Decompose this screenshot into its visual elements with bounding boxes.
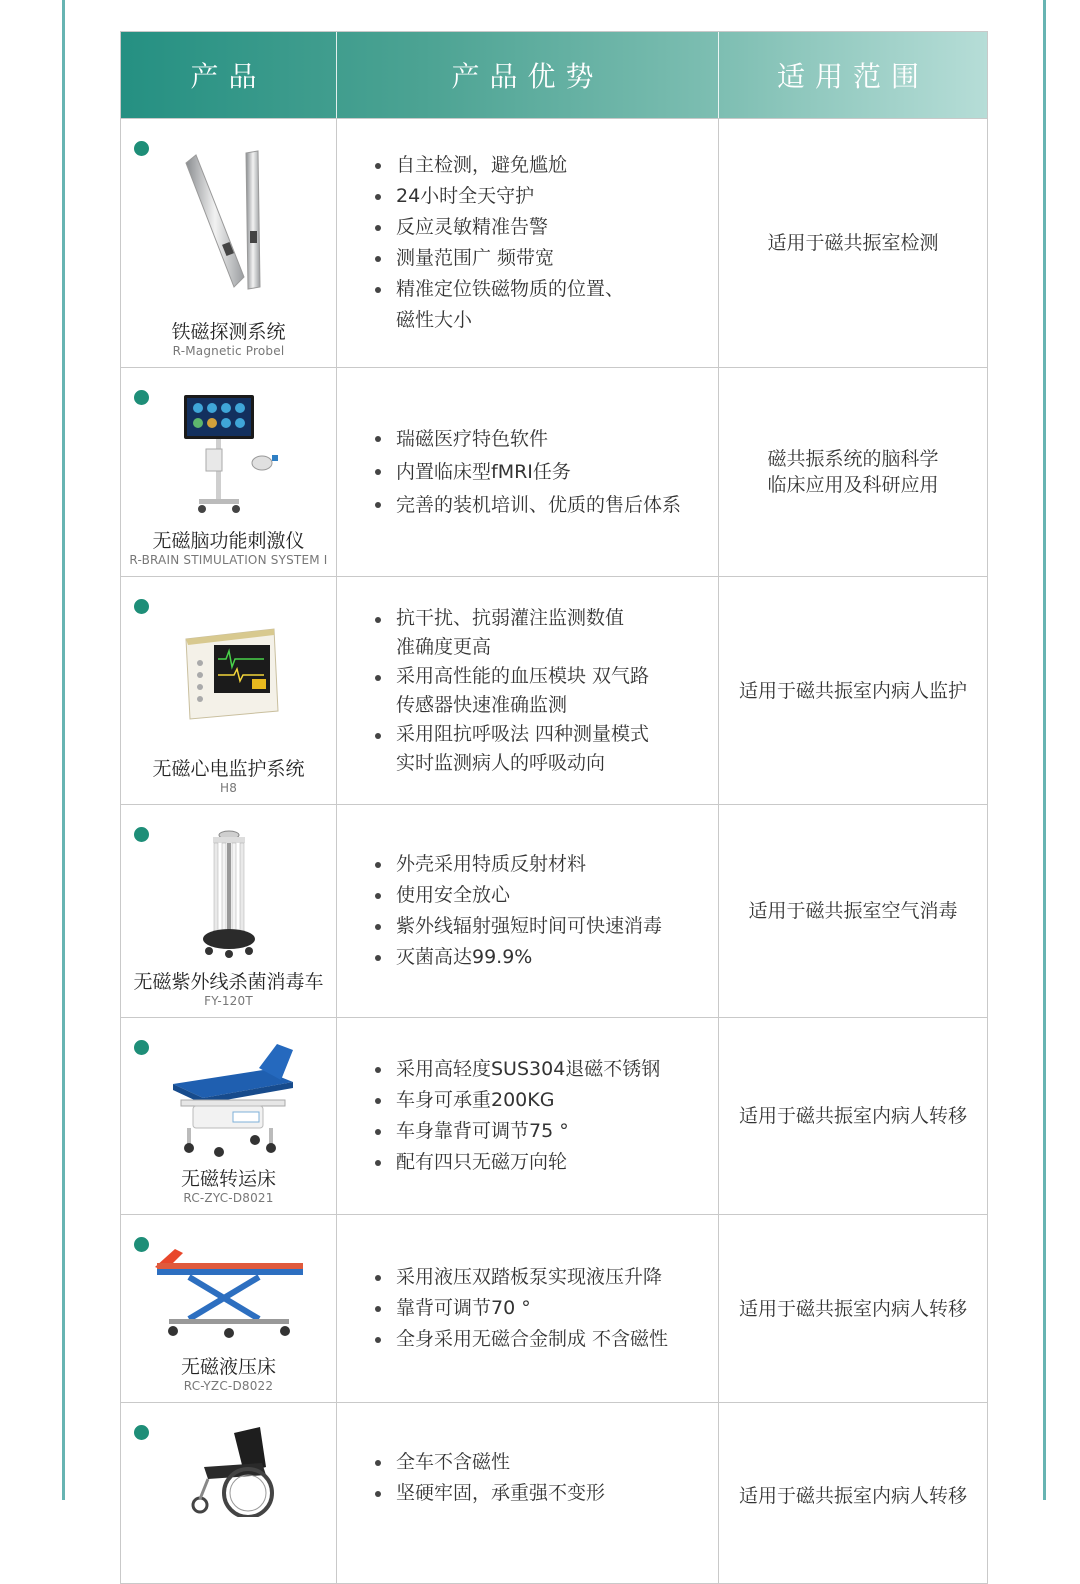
table-row [121, 118, 987, 367]
benefit-item: 全车不含磁性 [373, 1447, 605, 1478]
product-cell [121, 577, 337, 804]
benefit-item: 采用高性能的血压模块 双气路 传感器快速准确监测 [373, 662, 649, 720]
ecg-monitor-image [121, 577, 336, 757]
benefit-item: 反应灵敏精准告警 [373, 212, 624, 243]
bullet-dot [134, 599, 149, 614]
product-code: FY-120T [204, 994, 253, 1008]
table-row [121, 1017, 987, 1214]
scope-cell: 适用于磁共振室内病人转移 [738, 1105, 967, 1127]
benefit-item: 车身靠背可调节75 ° [373, 1116, 660, 1147]
benefit-item: 内置临床型fMRI任务 [373, 456, 681, 489]
frame-line-left [62, 0, 65, 1500]
bullet-dot [134, 390, 149, 405]
product-code: RC-ZYC-D8021 [183, 1191, 274, 1205]
bullet-dot [134, 1425, 149, 1440]
table-row [121, 576, 987, 804]
benefits-cell [337, 805, 719, 1017]
header-advantages: 产品优势 [337, 32, 719, 118]
benefit-item: 测量范围广 频带宽 [373, 243, 624, 274]
benefits-cell [337, 1215, 719, 1402]
benefit-item: 瑞磁医疗特色软件 [373, 423, 681, 456]
scope-cell: 适用于磁共振室空气消毒 [748, 900, 958, 922]
transfer-bed-image [121, 1018, 336, 1167]
frame-line-right [1043, 0, 1046, 1500]
benefits-cell [337, 577, 719, 804]
product-table [120, 31, 988, 1584]
benefit-item: 精准定位铁磁物质的位置、 磁性大小 [373, 274, 624, 336]
product-cell [121, 368, 337, 576]
benefit-item: 配有四只无磁万向轮 [373, 1147, 660, 1178]
benefit-item: 全身采用无磁合金制成 不含磁性 [373, 1324, 668, 1355]
bullet-dot [134, 1040, 149, 1055]
product-code: H8 [219, 781, 238, 795]
benefits-cell [337, 368, 719, 576]
table-row [121, 1214, 987, 1402]
table-row [121, 367, 987, 576]
magnetic-detector-image [121, 119, 336, 320]
table-row [121, 804, 987, 1017]
product-name: 无磁液压床 [180, 1356, 276, 1378]
brain-stimulator-image [121, 368, 336, 529]
product-name: 无磁紫外线杀菌消毒车 [133, 971, 324, 993]
product-cell [121, 805, 337, 1017]
benefit-item: 灭菌高达99.9% [373, 942, 662, 973]
benefit-item: 24小时全天守护 [373, 181, 624, 212]
header-scope: 适用范围 [776, 60, 929, 93]
benefit-item: 完善的装机培训、优质的售后体系 [373, 489, 681, 522]
scope-cell: 适用于磁共振室内病人转移 [738, 1485, 967, 1507]
benefit-item: 使用安全放心 [373, 880, 662, 911]
benefit-item: 采用高轻度SUS304退磁不锈钢 [373, 1054, 660, 1085]
benefits-cell [337, 1018, 719, 1214]
product-name: 铁磁探测系统 [171, 321, 286, 343]
product-code: R-Magnetic Probel [172, 344, 285, 358]
header-product: 产品 [121, 32, 337, 118]
benefit-item: 采用阻抗呼吸法 四种测量模式 实时监测病人的呼吸动向 [373, 720, 649, 778]
benefit-item: 坚硬牢固，承重强不变形 [373, 1478, 605, 1509]
product-code: R-BRAIN STIMULATION SYSTEM I [129, 553, 328, 567]
scope-cell: 适用于磁共振室内病人转移 [738, 1297, 967, 1320]
product-cell [121, 1403, 337, 1583]
benefit-item: 紫外线辐射强短时间可快速消毒 [373, 911, 662, 942]
product-cell [121, 1215, 337, 1402]
table-row [121, 1402, 987, 1583]
product-name: 无磁脑功能刺激仪 [152, 530, 305, 552]
bullet-dot [134, 141, 149, 156]
product-name: 无磁转运床 [180, 1168, 276, 1190]
product-code: RC-YZC-D8022 [183, 1379, 274, 1393]
product-name: 无磁心电监护系统 [152, 758, 305, 780]
uv-cart-image [121, 805, 336, 970]
scope-cell: 磁共振系统的脑科学 临床应用及科研应用 [767, 448, 939, 496]
hydraulic-bed-image [121, 1215, 336, 1355]
bullet-dot [134, 1237, 149, 1252]
scope-cell: 适用于磁共振室内病人监护 [738, 679, 967, 702]
benefits-cell [337, 119, 719, 367]
scope-cell: 适用于磁共振室检测 [767, 232, 939, 254]
bullet-dot [134, 827, 149, 842]
product-cell [121, 119, 337, 367]
benefit-item: 外壳采用特质反射材料 [373, 849, 662, 880]
benefit-item: 抗干扰、抗弱灌注监测数值 准确度更高 [373, 604, 649, 662]
benefit-item: 靠背可调节70 ° [373, 1293, 668, 1324]
benefit-item: 采用液压双踏板泵实现液压升降 [373, 1262, 668, 1293]
table-header [121, 32, 987, 118]
benefits-cell [337, 1403, 719, 1583]
benefit-item: 自主检测，避免尴尬 [373, 150, 624, 181]
benefit-item: 车身可承重200KG [373, 1085, 660, 1116]
product-cell [121, 1018, 337, 1214]
